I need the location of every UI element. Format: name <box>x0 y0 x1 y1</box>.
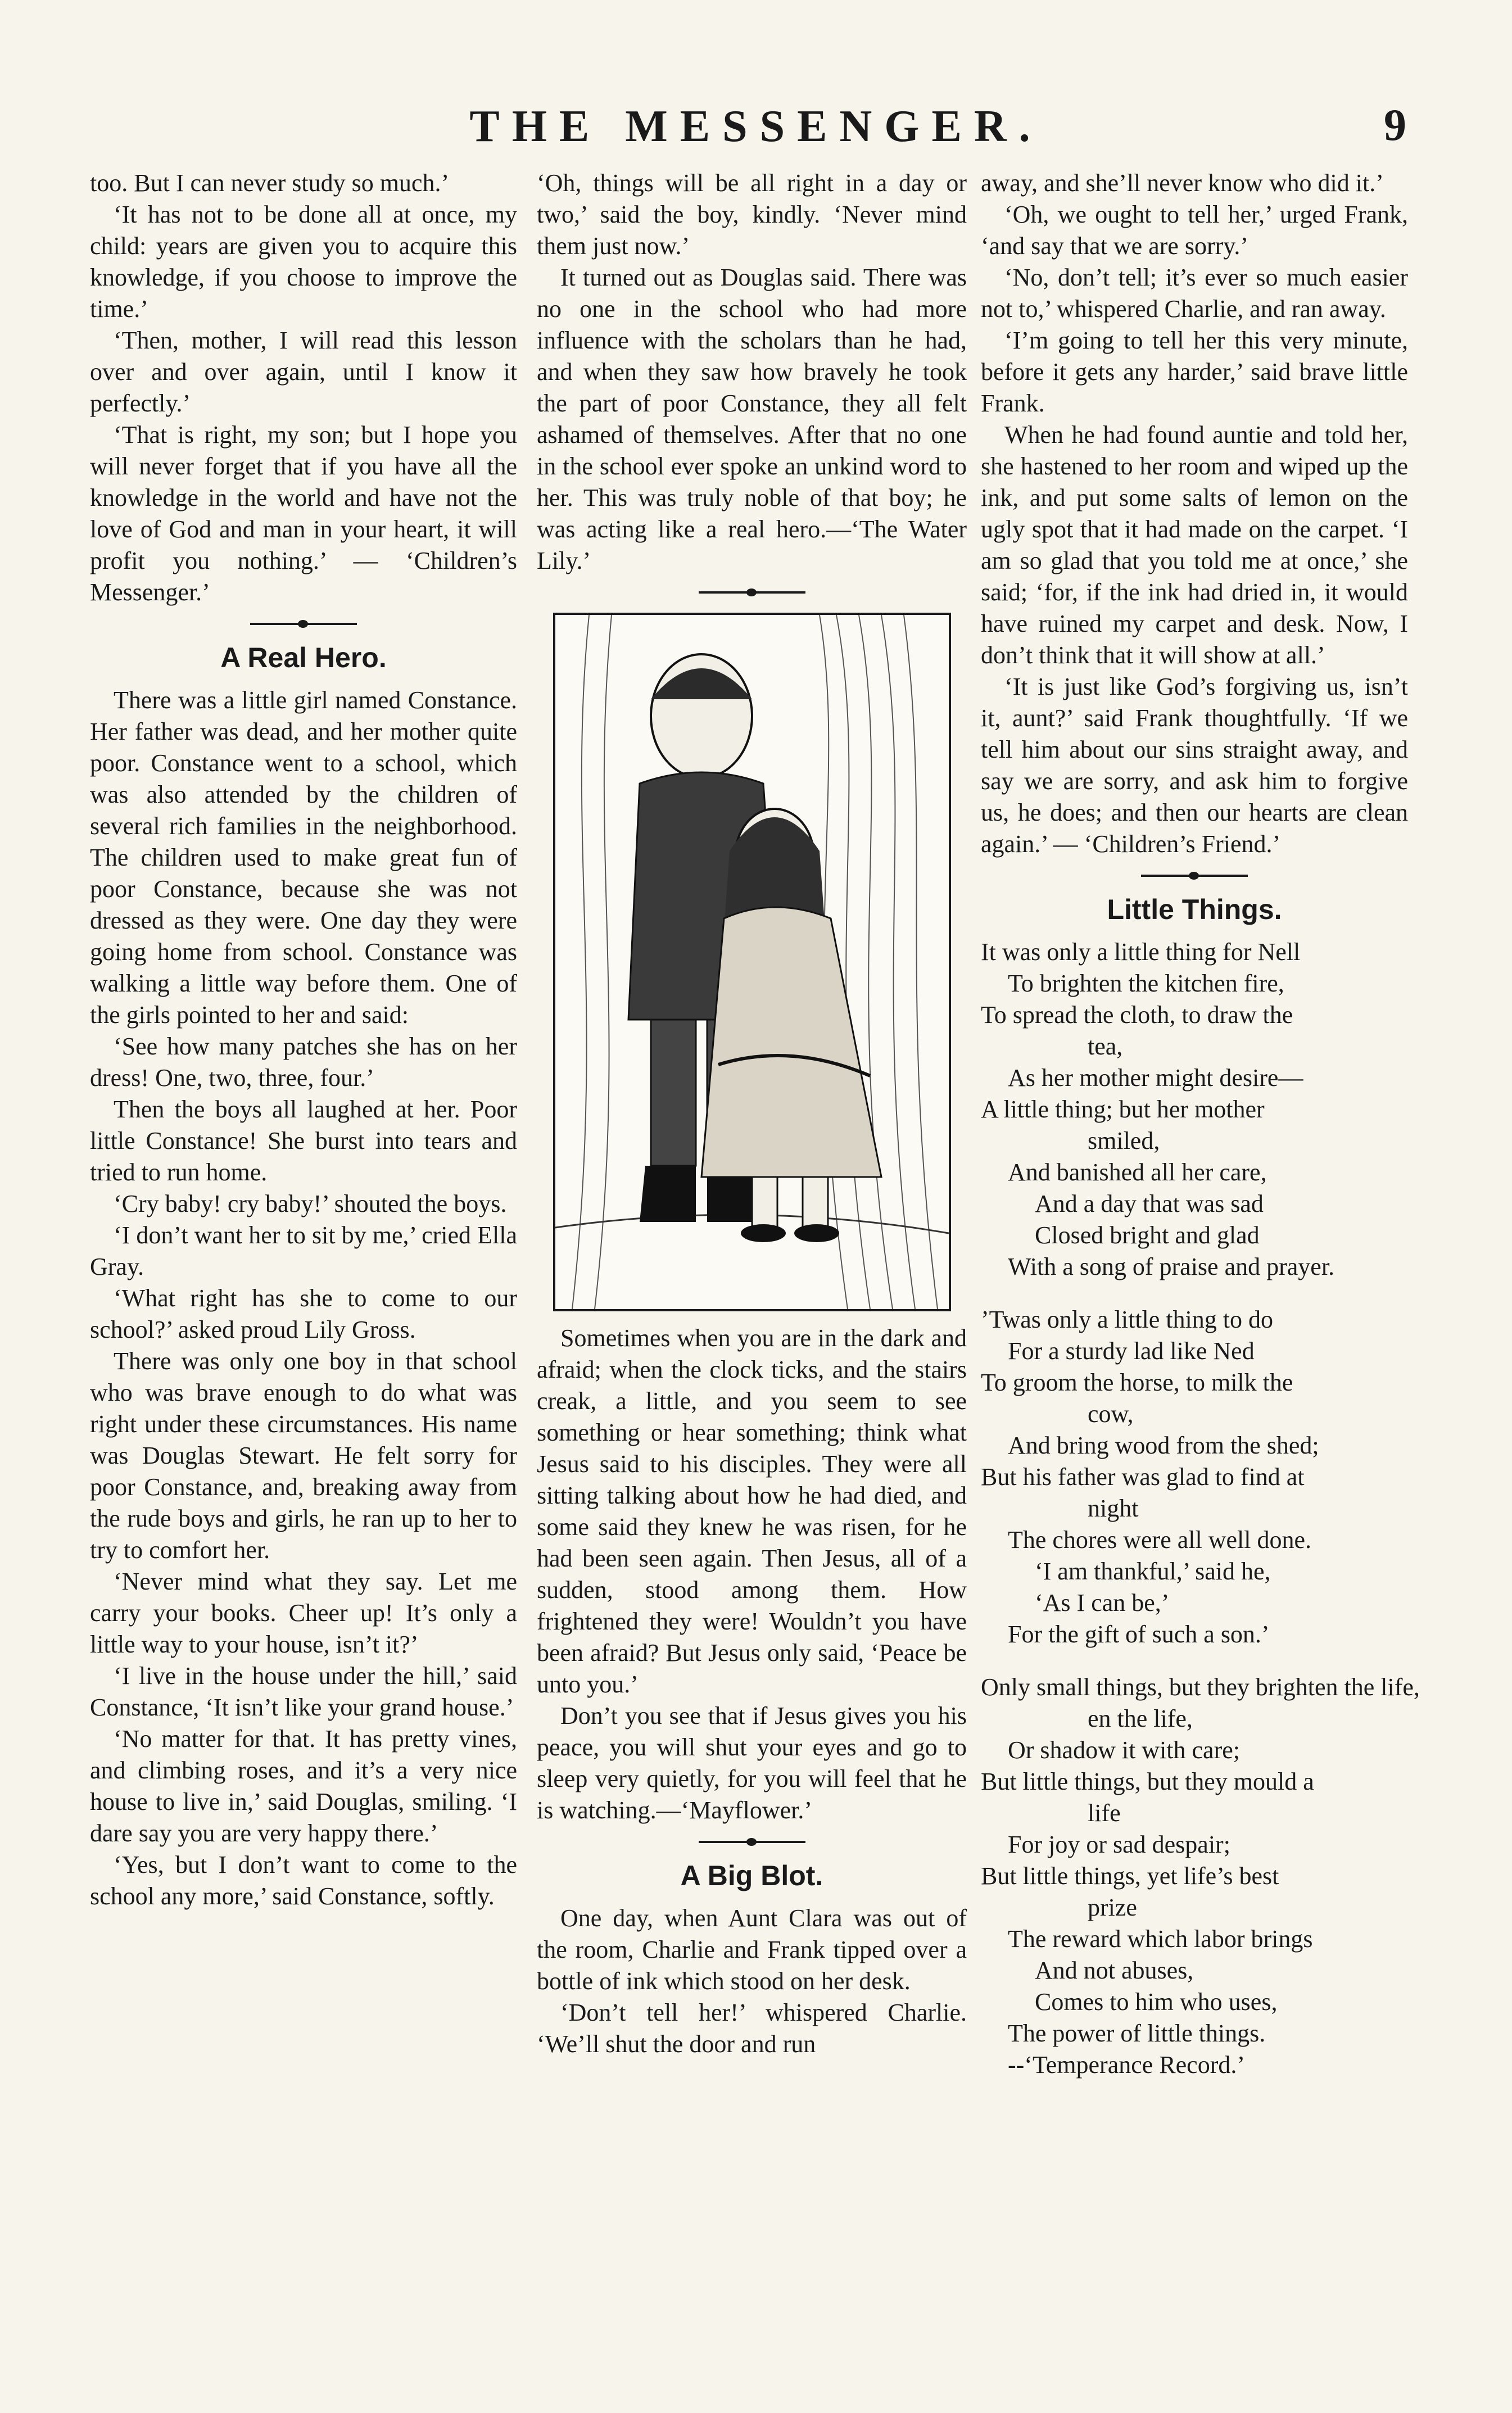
poem-little-things <box>981 936 1420 2081</box>
paragraph: There was only one boy in that school who was brave enough to do what was right under these circumstances. His name was Douglas Stewart. He felt sorry for poor Constance, and, breaking away from the rude boys and girls, he ran up to her to try to comfort her. <box>90 1347 517 1564</box>
poem-line: For a sturdy lad like Ned <box>1008 1337 1255 1365</box>
paragraph: ‘It has not to be done all at once, my child: years are given you to acquire this knowledge, if you choose to improve the time.’ <box>90 201 517 323</box>
paragraph: It turned out as Douglas said. There was no one in the school who had more influence with the scholars than he had, and when they saw how bravely he took the part of poor Constance, they all felt ashamed of themselves. After that no one in the school ever spoke an unkind word to her. This was truly noble of that boy; he was acting like a real hero.—‘The Water Lily.’ <box>537 264 967 574</box>
paragraph: ‘Never mind what they say. Let me carry your books. Cheer up! It’s only a little way to your house, isn’t it?’ <box>90 1568 517 1658</box>
poem-stanza <box>981 1672 1420 2081</box>
section-divider <box>1141 875 1248 877</box>
poem-line: For the gift of such a son.’ <box>1008 1620 1270 1648</box>
article-heading-big-blot: A Big Blot. <box>680 1860 823 1891</box>
poem-line: And bring wood from the shed; <box>1008 1432 1319 1459</box>
section-divider <box>699 591 805 594</box>
poem-line: en the life, <box>1088 1705 1193 1732</box>
poem-line: But little things, yet life’s best <box>981 1862 1279 1890</box>
paragraph: Then the boys all laughed at her. Poor little Constance! She burst into tears and tried to run home. <box>90 1095 517 1186</box>
poem-line: ’Twas only a little thing to do <box>981 1306 1273 1333</box>
paragraph: ‘I’m going to tell her this very minute, before it gets any harder,’ said brave little Frank. <box>981 327 1408 417</box>
poem-line: night <box>1088 1495 1139 1522</box>
poem-line: tea, <box>1088 1033 1123 1060</box>
paragraph: too. But I can never study so much.’ <box>90 169 450 197</box>
paragraph: One day, when Aunt Clara was out of the room, Charlie and Frank tipped over a bottle of ink which stood on her desk. <box>537 1904 967 1995</box>
engraving-illustration <box>555 615 949 1309</box>
poem-line: cow, <box>1088 1400 1134 1428</box>
poem-line: ‘I am thankful,’ said he, <box>1035 1558 1271 1585</box>
poem-line: To groom the horse, to milk the <box>981 1369 1293 1396</box>
article-heading-real-hero: A Real Hero. <box>220 642 387 673</box>
paragraph: When he had found auntie and told her, she hastened to her room and wiped up the ink, and put some salts of lemon on the ugly spot that it had made on the carpet. ‘I am so glad that you told me at once,’ she said; ‘for, if the ink had dried in, it would have ruined my carpet and desk. Now, I don’t think that it will show at all.’ <box>981 421 1408 669</box>
poem-line: Closed bright and glad <box>1035 1221 1260 1249</box>
paragraph: ‘Oh, we ought to tell her,’ urged Frank, ‘and say that we are sorry.’ <box>981 201 1408 260</box>
paragraph: There was a little girl named Constance. Her father was dead, and her mother quite poor. Constance went to a school, which was also attended by the children of several rich families in the neighborhood. The children used to make great fun of poor Constance, because she was not dressed as they were. One day they were going home from school. Constance was walking a little way before them. One of the girls pointed to her and said: <box>90 686 517 1029</box>
poem-line: With a song of praise and prayer. <box>1008 1253 1335 1280</box>
poem-line: The reward which labor brings <box>1008 1925 1313 1953</box>
poem-stanza <box>981 1304 1408 1650</box>
poem-line: It was only a little thing for Nell <box>981 938 1301 966</box>
poem-line: Or shadow it with care; <box>1008 1736 1240 1764</box>
poem-line: The chores were all well done. <box>1008 1526 1311 1554</box>
paragraph: ‘No, don’t tell; it’s ever so much easier not to,’ whispered Charlie, and ran away. <box>981 264 1408 323</box>
poem-line: The power of little things. <box>1008 2020 1266 2047</box>
paragraph: ‘I don’t want her to sit by me,’ cried Ella Gray. <box>90 1221 517 1280</box>
poem-line: As her mother might desire— <box>1008 1064 1303 1092</box>
paragraph: ‘Oh, things will be all right in a day or two,’ said the boy, kindly. ‘Never mind them just now.’ <box>537 169 967 260</box>
poem-stanza <box>981 936 1408 1283</box>
paragraph: ‘No matter for that. It has pretty vines, and climbing roses, and it’s a very nice house to live in,’ said Douglas, smiling. ‘I dare say you are very happy there.’ <box>90 1725 517 1847</box>
poem-line: To spread the cloth, to draw the <box>981 1001 1293 1029</box>
column-3 <box>981 167 1420 2102</box>
poem-line: Only small things, but they brighten the life, <box>981 1673 1420 1701</box>
paragraph: ‘Cry baby! cry baby!’ shouted the boys. <box>114 1190 507 1217</box>
poem-credit: --‘Temperance Record.’ <box>1008 2051 1245 2079</box>
article-heading-little-things: Little Things. <box>1107 894 1282 925</box>
paragraph: ‘I live in the house under the hill,’ said Constance, ‘It isn’t like your grand house.’ <box>90 1662 517 1721</box>
column-2 <box>537 167 967 2060</box>
poem-line: prize <box>1088 1894 1137 1921</box>
paragraph: Sometimes when you are in the dark and afraid; when the clock ticks, and the stairs creak, a little, and you seem to see something or hear something; think what Jesus said to his disciples. They were all sitting talking about how he had died, and some said they knew he was risen, for he had been seen again. Then Jesus, all of a sudden, stood among them. How frightened they were! Wouldn’t you have been afraid? But Jesus only said, ‘Peace be unto you.’ <box>537 1324 967 1698</box>
poem-line: And not abuses, <box>1035 1957 1194 1984</box>
paragraph: ‘See how many patches she has on her dress! One, two, three, four.’ <box>90 1033 517 1092</box>
illustration-children <box>553 613 951 1311</box>
poem-line: For joy or sad despair; <box>1008 1831 1230 1858</box>
column-1 <box>90 167 517 1912</box>
paragraph: ‘What right has she to come to our school?’ asked proud Lily Gross. <box>90 1284 517 1343</box>
poem-line: ‘As I can be,’ <box>1035 1589 1170 1617</box>
paragraph: ‘Yes, but I don’t want to come to the school any more,’ said Constance, softly. <box>90 1851 517 1910</box>
paragraph: ‘It is just like God’s forgiving us, isn’t it, aunt?’ said Frank thoughtfully. ‘If we tell him about our sins straight away, and say we are sorry, and ask him to forgive us, he does; and then our hearts are clean again.’ — ‘Children’s Friend.’ <box>981 673 1408 858</box>
section-divider <box>250 623 357 625</box>
poem-line: But his father was glad to find at <box>981 1463 1305 1491</box>
masthead-title: THE MESSENGER. <box>469 102 1043 151</box>
paragraph: ‘Don’t tell her!’ whispered Charlie. ‘We’ll shut the door and run <box>537 1999 967 2058</box>
poem-line: life <box>1088 1799 1121 1827</box>
poem-line: Comes to him who uses, <box>1035 1988 1278 2016</box>
poem-line: And a day that was sad <box>1035 1190 1264 1217</box>
poem-line: A little thing; but her mother <box>981 1095 1265 1123</box>
poem-line: But little things, but they mould a <box>981 1768 1314 1795</box>
page-number: 9 <box>1384 101 1406 150</box>
paragraph: ‘Then, mother, I will read this lesson over and over again, until I know it perfectly.’ <box>90 327 517 417</box>
poem-line: And banished all her care, <box>1008 1158 1267 1186</box>
poem-line: smiled, <box>1088 1127 1160 1155</box>
section-divider <box>699 1841 805 1843</box>
paragraph: Don’t you see that if Jesus gives you his peace, you will shut your eyes and go to sleep very quietly, for you will feel that he is watching.—‘Mayflower.’ <box>537 1702 967 1824</box>
poem-line: To brighten the kitchen fire, <box>1008 970 1284 997</box>
paragraph: away, and she’ll never know who did it.’ <box>981 169 1384 197</box>
paragraph: ‘That is right, my son; but I hope you will never forget that if you have all the knowledge in the world and have not the love of God and man in your heart, it will profit you nothing.’ — ‘Children’s Messenger.’ <box>90 421 517 606</box>
